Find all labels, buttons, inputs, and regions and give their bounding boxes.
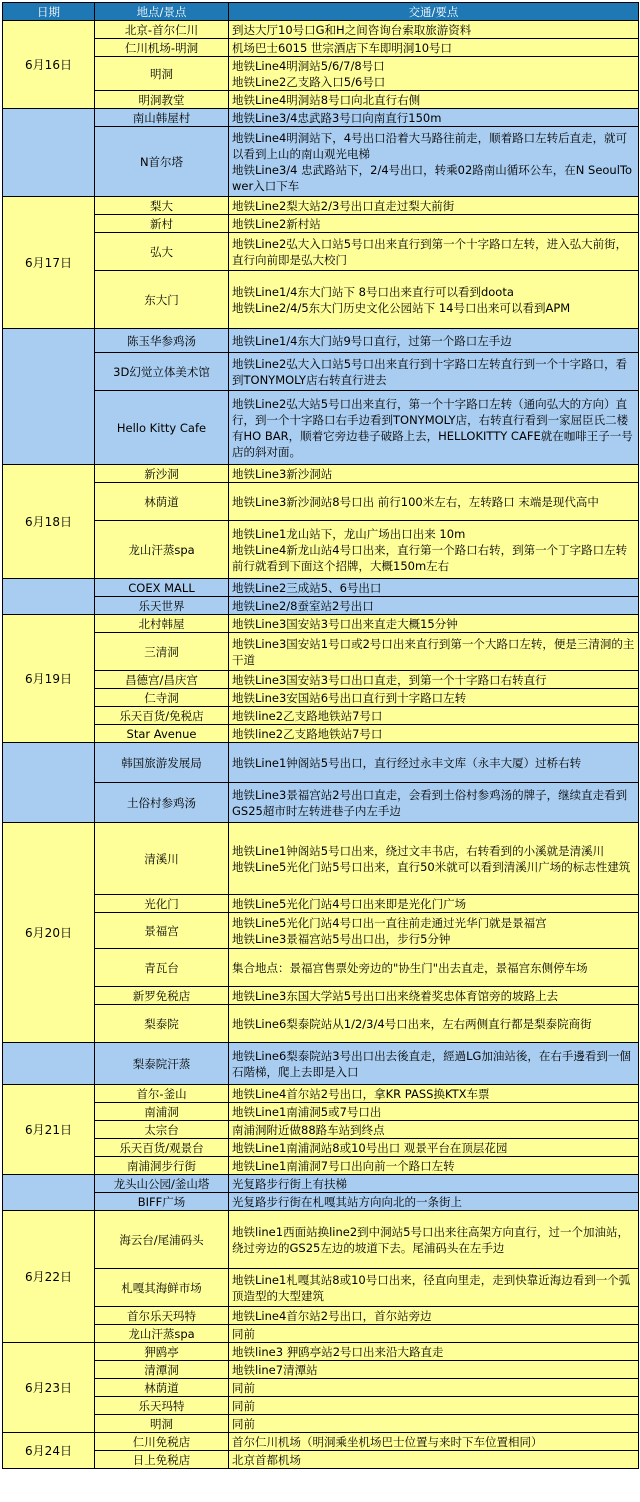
place-cell: 北村韩屋	[95, 615, 229, 633]
route-line: 地铁Line2三成站5、6号出口	[232, 580, 382, 595]
route-cell	[229, 895, 639, 913]
route-cell	[229, 1343, 639, 1361]
route-cell	[229, 21, 639, 39]
place-cell: 北京-首尔仁川	[95, 21, 229, 39]
route-cell	[229, 1103, 639, 1121]
table-row	[3, 987, 639, 1005]
place-cell: 龙山汗蒸spa	[95, 1325, 229, 1343]
route-line: 地铁Line3新沙洞站	[232, 466, 333, 481]
route-cell	[229, 1005, 639, 1043]
route-cell	[229, 1175, 639, 1193]
day-date	[3, 329, 95, 465]
place-cell: 仁川机场-明洞	[95, 39, 229, 57]
table-row	[3, 353, 639, 391]
place-cell: 梨泰院汗蒸	[95, 1043, 229, 1085]
place-cell: BIFF广场	[95, 1193, 229, 1211]
place-cell: 海云台/尾浦码头	[95, 1211, 229, 1269]
route-cell	[229, 109, 639, 127]
route-cell	[229, 1325, 639, 1343]
table-row	[3, 271, 639, 329]
route-line: 地铁Line1南浦洞站8或10号出口 观景平台在顶层花园	[232, 1140, 508, 1155]
route-line: 地铁Line1钟阁站5号出口，直行经过永丰文库（永丰大厦）过桥右转	[232, 755, 582, 770]
place-cell: 首尔-釜山	[95, 1085, 229, 1103]
route-cell	[229, 987, 639, 1005]
route-cell	[229, 913, 639, 949]
place-cell: 明洞教堂	[95, 91, 229, 109]
route-line: 地铁Line4首尔站2号出口，首尔站旁边	[232, 1308, 432, 1323]
place-cell: 龙山汗蒸spa	[95, 521, 229, 579]
route-line: 地铁Line2/8蚕室站2号出口	[232, 598, 374, 613]
day-date: 6月23日	[3, 1343, 95, 1433]
route-cell	[229, 633, 639, 671]
route-line: 地铁Line6梨泰院站3号出口出去後直走，經過LG加油站後，在右手邊看到一個石階梯，爬上去即是入口	[232, 1048, 631, 1079]
table-row	[3, 215, 639, 233]
route-line: 地铁Line4明洞站下，4号出口沿着大马路往前走，顺着路口左转后直走，就可以看到上山的南山观光电梯	[232, 130, 628, 161]
place-cell: 乐天百货/观景台	[95, 1139, 229, 1157]
route-line: 地铁Line3国安站3号口出来直走大概15分钟	[232, 616, 458, 631]
header-route: 交通/要点	[229, 3, 639, 21]
route-cell	[229, 743, 639, 783]
route-cell	[229, 597, 639, 615]
place-cell: 乐天百货/免税店	[95, 707, 229, 725]
route-cell	[229, 1397, 639, 1415]
route-line: 地铁line1西面站换line2到中洞站5号口出来往高架方向直行，过一个加油站，绕过旁边的GS25左边的坡道下去。尾浦码头在左手边	[232, 1224, 629, 1255]
place-cell: 仁寺洞	[95, 689, 229, 707]
table-row	[3, 895, 639, 913]
table-row	[3, 1043, 639, 1085]
place-cell: 光化门	[95, 895, 229, 913]
place-cell: 梨泰院	[95, 1005, 229, 1043]
route-cell	[229, 783, 639, 823]
route-line: 地铁Line3国安站3号口出口直走，到第一个十字路口右转直行	[232, 672, 547, 687]
route-cell	[229, 1085, 639, 1103]
route-line: 地铁Line1龙山站下，龙山广场出口出来 10m	[232, 526, 466, 541]
table-row	[3, 197, 639, 215]
place-cell: 南浦洞步行街	[95, 1157, 229, 1175]
place-cell: 韩国旅游发展局	[95, 743, 229, 783]
route-line: 同前	[232, 1380, 255, 1395]
table-row	[3, 1103, 639, 1121]
table-row	[3, 725, 639, 743]
table-row	[3, 1139, 639, 1157]
route-line: 地铁Line1南浦洞5或7号口出	[232, 1104, 382, 1119]
table-row	[3, 127, 639, 197]
route-line: 地铁line7清潭站	[232, 1362, 318, 1377]
route-line: 地铁line3 狎鸥亭站2号口出来沿大路直走	[232, 1344, 444, 1359]
table-row	[3, 91, 639, 109]
table-row	[3, 329, 639, 353]
route-line: 光复路步行街上有扶梯	[232, 1176, 347, 1191]
place-cell: 日上免税店	[95, 1451, 229, 1469]
route-cell	[229, 1121, 639, 1139]
table-row	[3, 521, 639, 579]
place-cell: 狎鸥亭	[95, 1343, 229, 1361]
route-line: 地铁Line3/4 忠武路站下，2/4号出口，转乘02路南山循环公车，在N SeoulTower入口下车	[232, 162, 633, 193]
table-row	[3, 1433, 639, 1451]
route-cell	[229, 725, 639, 743]
day-date: 6月22日	[3, 1211, 95, 1343]
route-line: 地铁Line4明洞站5/6/7/8号口	[232, 58, 385, 73]
table-row	[3, 707, 639, 725]
route-line: 集合地点：景福宫售票处旁边的"协生门"出去直走，景福宫东侧停车场	[232, 960, 588, 975]
place-cell: 新村	[95, 215, 229, 233]
route-line: 地铁Line3/4忠武路3号口向南直行150m	[232, 110, 442, 125]
day-date: 6月18日	[3, 465, 95, 579]
route-cell	[229, 1269, 639, 1307]
route-line: 地铁Line5光化门站4号口出一直往前走通过光华门就是景福宫	[232, 915, 547, 930]
place-cell: N首尔塔	[95, 127, 229, 197]
place-cell: 清潭洞	[95, 1361, 229, 1379]
route-cell	[229, 1433, 639, 1451]
place-cell: 清溪川	[95, 823, 229, 895]
place-cell: 梨大	[95, 197, 229, 215]
table-row	[3, 57, 639, 91]
route-line: 光复路步行街在札嘎其站方向向北的一条街上	[232, 1194, 462, 1209]
route-cell	[229, 823, 639, 895]
route-line: 地铁Line1南浦洞7号口出向前一个路口左转	[232, 1158, 455, 1173]
route-line: 地铁Line1/4东大门站下 8号口出来直行可以看到doota	[232, 284, 514, 299]
table-row	[3, 1085, 639, 1103]
place-cell: 弘大	[95, 233, 229, 271]
table-row	[3, 1361, 639, 1379]
place-cell: COEX MALL	[95, 579, 229, 597]
route-line: 首尔仁川机场（明洞乘坐机场巴士位置与来时下车位置相同）	[232, 1434, 543, 1449]
table-row	[3, 483, 639, 521]
table-row	[3, 1175, 639, 1193]
table-row	[3, 1415, 639, 1433]
place-cell: 林荫道	[95, 483, 229, 521]
table-row	[3, 743, 639, 783]
route-cell	[229, 1415, 639, 1433]
place-cell: 林荫道	[95, 1379, 229, 1397]
table-row	[3, 783, 639, 823]
route-cell	[229, 1043, 639, 1085]
table-row	[3, 1121, 639, 1139]
route-cell	[229, 127, 639, 197]
route-cell	[229, 197, 639, 215]
place-cell: 札嘎其海鲜市场	[95, 1269, 229, 1307]
route-line: 南浦洞附近做88路车站到终点	[232, 1122, 385, 1137]
table-row	[3, 671, 639, 689]
place-cell: 3D幻觉立体美术馆	[95, 353, 229, 391]
route-line: 同前	[232, 1416, 255, 1431]
table-row	[3, 465, 639, 483]
place-cell: 陈玉华参鸡汤	[95, 329, 229, 353]
table-row	[3, 689, 639, 707]
place-cell: 昌德宫/昌庆宫	[95, 671, 229, 689]
day-date	[3, 1043, 95, 1085]
route-cell	[229, 689, 639, 707]
route-cell	[229, 391, 639, 465]
route-line: 地铁Line3国安站1号口或2号口出来直行到第一个大路口左转，便是三清洞的主干道	[232, 636, 635, 667]
header-row	[3, 3, 639, 21]
table-row	[3, 109, 639, 127]
route-cell	[229, 1451, 639, 1469]
table-row	[3, 21, 639, 39]
route-cell	[229, 707, 639, 725]
route-cell	[229, 91, 639, 109]
table-row	[3, 39, 639, 57]
place-cell: Hello Kitty Cafe	[95, 391, 229, 465]
place-cell: 首尔乐天玛特	[95, 1307, 229, 1325]
day-date: 6月24日	[3, 1433, 95, 1469]
route-cell	[229, 1211, 639, 1269]
day-date: 6月19日	[3, 615, 95, 743]
place-cell: 新罗免税店	[95, 987, 229, 1005]
day-date: 6月17日	[3, 197, 95, 329]
place-cell: 仁川免税店	[95, 1433, 229, 1451]
itinerary-table	[2, 2, 639, 1469]
place-cell: 南浦洞	[95, 1103, 229, 1121]
route-cell	[229, 949, 639, 987]
route-cell	[229, 1139, 639, 1157]
header-place: 地点/景点	[95, 3, 229, 21]
table-row	[3, 1307, 639, 1325]
route-line: 地铁line2乙支路地铁站7号口	[232, 726, 383, 741]
route-line: 地铁Line2新村站	[232, 216, 321, 231]
table-row	[3, 615, 639, 633]
route-line: 到达大厅10号口G和H之间咨询台索取旅游资料	[232, 22, 472, 37]
table-row	[3, 949, 639, 987]
route-line: 北京首都机场	[232, 1452, 301, 1467]
day-date: 6月21日	[3, 1085, 95, 1175]
route-line: 地铁Line6梨泰院站从1/2/3/4号口出来，左右两侧直行都是梨泰院商街	[232, 1016, 592, 1031]
table-row	[3, 1157, 639, 1175]
route-line: 机场巴士6015 世宗酒店下车即明洞10号口	[232, 40, 453, 55]
itinerary-body	[3, 21, 639, 1469]
place-cell: 明洞	[95, 1415, 229, 1433]
route-cell	[229, 1157, 639, 1175]
route-line: 地铁Line3新沙洞站8号口出 前行100米左右，左转路口 末端是现代高中	[232, 494, 599, 509]
table-row	[3, 391, 639, 465]
table-row	[3, 1325, 639, 1343]
table-row	[3, 1379, 639, 1397]
place-cell: 南山韩屋村	[95, 109, 229, 127]
route-line: 地铁Line3东国大学站5号出口出来绕着奖忠体育馆旁的坡路上去	[232, 988, 559, 1003]
table-row	[3, 1451, 639, 1469]
route-line: 地铁Line4明洞站8号口向北直行右侧	[232, 92, 421, 107]
route-line: 地铁Line2弘大入口站5号口出来直行到十字路口左转直行到一个十字路口，看到TONYMOLY店右转直行进去	[232, 356, 628, 387]
table-row	[3, 823, 639, 895]
table-row	[3, 579, 639, 597]
day-date: 6月16日	[3, 21, 95, 109]
place-cell: 太宗台	[95, 1121, 229, 1139]
place-cell: 景福宫	[95, 913, 229, 949]
route-line: 地铁Line1札嘎其站8或10号口出来，径直向里走，走到快靠近海边看到一个弧顶造型的大型建筑	[232, 1272, 631, 1303]
route-cell	[229, 215, 639, 233]
route-line: 地铁Line3安国站6号出口直行到十字路口左转	[232, 690, 467, 705]
day-date	[3, 109, 95, 197]
route-line: 地铁Line3景福宫站5号出口出，步行5分钟	[232, 931, 451, 946]
place-cell: 青瓦台	[95, 949, 229, 987]
place-cell: 新沙洞	[95, 465, 229, 483]
route-line: 地铁Line4新龙山站4号口出来，直行第一个路口右转，到第一个丁字路口左转前行就看到下面这个招牌，大概150m左右	[232, 542, 628, 573]
route-cell	[229, 57, 639, 91]
table-row	[3, 1397, 639, 1415]
place-cell: 龙头山公园/釜山塔	[95, 1175, 229, 1193]
table-row	[3, 1211, 639, 1269]
table-row	[3, 233, 639, 271]
route-line: 地铁Line2弘大站5号口出来直行，第一个十字路口左转（通向弘大的方向）直行，到一个十字路口右手边看到TONYMOLY店，右转直行看到一家屈臣氏二楼有HO BAR，顺着它旁边巷子破路上去，HELLOKITTY CAFE就在咖啡王子一号店的斜对面。	[232, 396, 633, 459]
route-cell	[229, 1379, 639, 1397]
route-cell	[229, 1193, 639, 1211]
route-line: 地铁Line5光化门站4号口出来即是光化门广场	[232, 896, 467, 911]
table-row	[3, 913, 639, 949]
route-cell	[229, 329, 639, 353]
day-date	[3, 743, 95, 823]
route-cell	[229, 353, 639, 391]
place-cell: 土俗村参鸡汤	[95, 783, 229, 823]
route-cell	[229, 233, 639, 271]
route-line: 地铁Line4首尔站2号出口，拿KR PASS换KTX车票	[232, 1086, 490, 1101]
route-line: 地铁Line1钟阁站5号口出来，绕过文丰书店，右转看到的小溪就是清溪川	[232, 843, 605, 858]
route-cell	[229, 579, 639, 597]
place-cell: 明洞	[95, 57, 229, 91]
route-line: 地铁Line2乙支路入口5/6号口	[232, 74, 386, 89]
day-date	[3, 579, 95, 615]
route-cell	[229, 1307, 639, 1325]
route-cell	[229, 521, 639, 579]
route-line: 地铁Line3景福宫站2号出口直走，会看到土俗村参鸡汤的牌子，继续直走看到GS25超市时左转进巷子内左手边	[232, 787, 628, 818]
route-line: 地铁Line1/4东大门站9号口直行，过第一个路口左手边	[232, 333, 512, 348]
day-date	[3, 1175, 95, 1211]
route-line: 地铁Line2/4/5东大门历史文化公园站下 14号口出来可以看到APM	[232, 300, 571, 315]
table-row	[3, 1269, 639, 1307]
route-line: 同前	[232, 1398, 255, 1413]
place-cell: 东大门	[95, 271, 229, 329]
place-cell: Star Avenue	[95, 725, 229, 743]
route-cell	[229, 39, 639, 57]
route-cell	[229, 271, 639, 329]
route-line: 地铁Line5光化门站5号口出来，直行50米就可以看到清溪川广场的标志性建筑	[232, 859, 631, 874]
route-cell	[229, 483, 639, 521]
route-cell	[229, 615, 639, 633]
route-cell	[229, 671, 639, 689]
route-line: 同前	[232, 1326, 255, 1341]
table-row	[3, 597, 639, 615]
day-date: 6月20日	[3, 823, 95, 1043]
route-line: 地铁line2乙支路地铁站7号口	[232, 708, 383, 723]
header-date: 日期	[3, 3, 95, 21]
place-cell: 三清洞	[95, 633, 229, 671]
table-row	[3, 1343, 639, 1361]
table-row	[3, 1193, 639, 1211]
route-cell	[229, 465, 639, 483]
table-row	[3, 633, 639, 671]
place-cell: 乐天玛特	[95, 1397, 229, 1415]
place-cell: 乐天世界	[95, 597, 229, 615]
route-line: 地铁Line2弘大入口站5号口出来直行到第一个十字路口左转，进入弘大前街，直行向前即是弘大校门	[232, 236, 628, 267]
table-row	[3, 1005, 639, 1043]
route-line: 地铁Line2梨大站2/3号出口直走过梨大前街	[232, 198, 455, 213]
route-cell	[229, 1361, 639, 1379]
itinerary-sheet	[2, 2, 638, 1469]
